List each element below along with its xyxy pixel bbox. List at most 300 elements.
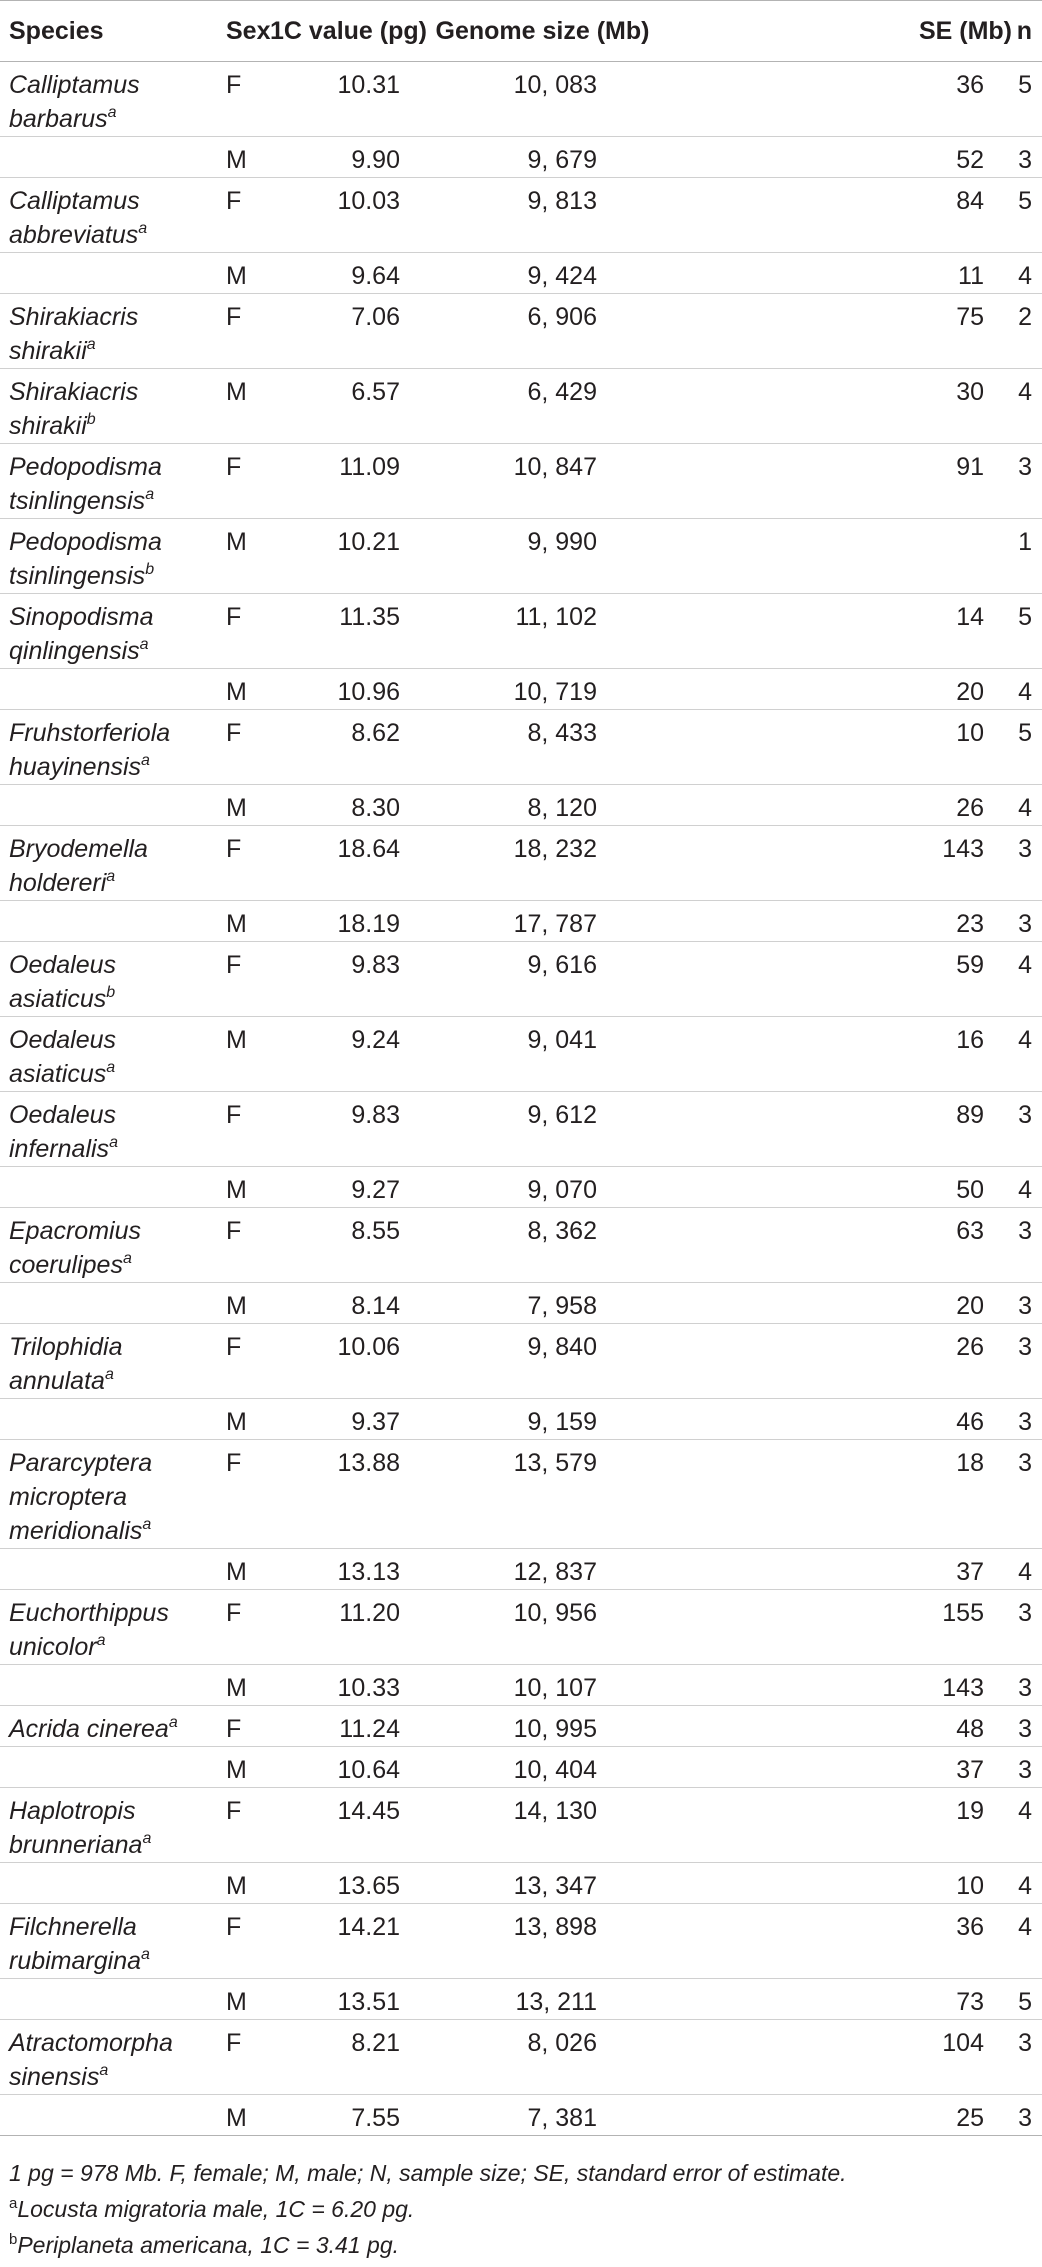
cell-n: 4 (1012, 1549, 1042, 1590)
footnote-main: 1 pg = 978 Mb. F, female; M, male; N, sample size; SE, standard error of estimate. (9, 2160, 847, 2186)
cell-n: 3 (1012, 1324, 1042, 1399)
species-name: Trilophidia annulata (9, 1333, 123, 1395)
cell-species (0, 594, 222, 669)
table-row (0, 137, 1042, 178)
cell-sex: M (222, 137, 270, 178)
footnote-b (9, 2227, 1034, 2263)
table-row (0, 1665, 1042, 1706)
cell-genome-size (400, 1788, 685, 1863)
cell-se (685, 1283, 1012, 1324)
cell-sex: M (222, 1017, 270, 1092)
species-footnote-mark: a (139, 636, 149, 653)
footnote-a-mark: a (9, 2195, 18, 2212)
cell-species (0, 1863, 222, 1904)
cell-se-value: 73 (956, 1988, 984, 2016)
cell-genome-size (400, 1706, 685, 1747)
table-row (0, 369, 1042, 444)
cell-species (0, 1590, 222, 1665)
table-row (0, 444, 1042, 519)
species-name: Epacromius coerulipes (9, 1217, 141, 1279)
cell-se (685, 1208, 1012, 1283)
cell-se-value: 59 (956, 951, 984, 979)
cell-species (0, 369, 222, 444)
cell-n: 5 (1012, 594, 1042, 669)
cell-1c-value: 9.24 (270, 1017, 400, 1092)
cell-genome-size-value: 8, 433 (527, 719, 597, 747)
cell-genome-size-value: 9, 679 (527, 146, 597, 174)
table-header-row (0, 1, 1042, 62)
species-name: Shirakiacris shirakii (9, 378, 139, 440)
table-row (0, 2095, 1042, 2136)
cell-1c-value: 8.55 (270, 1208, 400, 1283)
cell-sex: F (222, 178, 270, 253)
table-row (0, 1324, 1042, 1399)
table-row (0, 826, 1042, 901)
cell-1c-value: 11.35 (270, 594, 400, 669)
cell-se-value: 20 (956, 678, 984, 706)
cell-sex: M (222, 369, 270, 444)
cell-n: 5 (1012, 178, 1042, 253)
cell-1c-value: 10.64 (270, 1747, 400, 1788)
table-row (0, 785, 1042, 826)
cell-1c-value: 8.62 (270, 710, 400, 785)
cell-se (685, 137, 1012, 178)
table-row (0, 594, 1042, 669)
cell-se (685, 1167, 1012, 1208)
cell-genome-size-value: 9, 070 (527, 1176, 597, 1204)
cell-genome-size-value: 9, 041 (527, 1026, 597, 1054)
cell-genome-size (400, 594, 685, 669)
cell-se (685, 2020, 1012, 2095)
cell-se (685, 1904, 1012, 1979)
cell-sex: M (222, 1979, 270, 2020)
cell-se-value: 20 (956, 1292, 984, 1320)
cell-1c-value: 9.83 (270, 1092, 400, 1167)
table-row (0, 710, 1042, 785)
cell-se (685, 1747, 1012, 1788)
table-row (0, 1549, 1042, 1590)
cell-genome-size-value: 8, 026 (527, 2029, 597, 2057)
cell-sex: F (222, 1092, 270, 1167)
cell-se (685, 178, 1012, 253)
cell-species (0, 942, 222, 1017)
cell-1c-value: 9.37 (270, 1399, 400, 1440)
cell-n: 4 (1012, 369, 1042, 444)
cell-sex: M (222, 669, 270, 710)
cell-n: 3 (1012, 826, 1042, 901)
table-row (0, 1283, 1042, 1324)
cell-genome-size-value: 6, 429 (527, 378, 597, 406)
cell-genome-size (400, 942, 685, 1017)
cell-sex: F (222, 826, 270, 901)
cell-genome-size-value: 8, 120 (527, 794, 597, 822)
cell-n: 5 (1018, 71, 1032, 99)
cell-sex: F (222, 1440, 270, 1549)
cell-se-value: 30 (956, 378, 984, 406)
cell-genome-size (400, 369, 685, 444)
cell-genome-size (400, 1324, 685, 1399)
cell-genome-size (400, 2020, 685, 2095)
cell-sex: F (222, 1208, 270, 1283)
species-name: Oedaleus asiaticus (9, 1026, 117, 1088)
species-name: Bryodemella holdereri (9, 835, 148, 897)
cell-sex: F (222, 942, 270, 1017)
cell-se-value: 89 (956, 1101, 984, 1129)
species-name: Sinopodisma qinlingensis (9, 603, 154, 665)
cell-se (685, 669, 1012, 710)
header-se: SE (Mb) (685, 1, 1012, 62)
cell-se-value: 10 (956, 1872, 984, 1900)
cell-genome-size (400, 137, 685, 178)
table-row (0, 1706, 1042, 1747)
species-name: Calliptamus barbarus (9, 71, 140, 133)
cell-genome-size (400, 1092, 685, 1167)
cell-sex: M (222, 1863, 270, 1904)
table-row (0, 1747, 1042, 1788)
species-name: Calliptamus abbreviatus (9, 187, 140, 249)
cell-1c-value: 9.90 (270, 137, 400, 178)
cell-se-value: 84 (956, 187, 984, 215)
table-row (0, 942, 1042, 1017)
cell-genome-size-value: 9, 813 (527, 187, 597, 215)
cell-se-value: 48 (956, 1715, 984, 1743)
cell-genome-size (400, 444, 685, 519)
species-name: Acrida cinerea (9, 1715, 169, 1743)
cell-sex: M (222, 785, 270, 826)
cell-species (0, 1399, 222, 1440)
table-row (0, 1863, 1042, 1904)
footnote-a-text: Locusta migratoria male, 1C = 6.20 pg. (17, 2196, 415, 2222)
cell-genome-size-value: 9, 990 (527, 528, 597, 556)
cell-genome-size-value: 10, 847 (513, 453, 597, 481)
header-sex: Sex (222, 1, 270, 62)
cell-se-value: 50 (956, 1176, 984, 1204)
table-row (0, 1092, 1042, 1167)
cell-genome-size-value: 17, 787 (513, 910, 597, 938)
table-row (0, 2020, 1042, 2095)
species-name: Filchnerella rubimargina (9, 1913, 142, 1975)
cell-n: 1 (1012, 519, 1042, 594)
cell-se (685, 1092, 1012, 1167)
cell-se-value: 36 (956, 71, 984, 99)
cell-genome-size-value: 12, 837 (513, 1558, 597, 1586)
cell-genome-size-value: 9, 616 (527, 951, 597, 979)
cell-se (685, 1665, 1012, 1706)
cell-sex: F (222, 2020, 270, 2095)
cell-n: 3 (1012, 1665, 1042, 1706)
cell-species (0, 901, 222, 942)
cell-se (685, 901, 1012, 942)
table-row (0, 901, 1042, 942)
cell-n: 5 (1012, 710, 1042, 785)
cell-1c-value: 9.83 (270, 942, 400, 1017)
cell-n: 3 (1012, 901, 1042, 942)
cell-n: 3 (1012, 1092, 1042, 1167)
species-footnote-mark: a (104, 1366, 114, 1383)
cell-1c-value: 10.96 (270, 669, 400, 710)
cell-species (0, 1324, 222, 1399)
species-footnote-mark: a (107, 104, 117, 121)
species-footnote-mark: b (86, 411, 96, 428)
header-species: Species (0, 1, 222, 62)
species-name: Shirakiacris shirakii (9, 303, 139, 365)
cell-genome-size-value: 7, 958 (527, 1292, 597, 1320)
cell-genome-size (400, 1549, 685, 1590)
cell-genome-size (400, 710, 685, 785)
cell-sex: F (222, 1904, 270, 1979)
cell-genome-size (400, 901, 685, 942)
cell-1c-value: 7.06 (270, 294, 400, 369)
cell-se-value: 75 (956, 303, 984, 331)
cell-genome-size-value: 11, 102 (515, 603, 597, 631)
table-row (0, 1399, 1042, 1440)
cell-sex: M (222, 519, 270, 594)
cell-genome-size (400, 1590, 685, 1665)
cell-sex: F (222, 1590, 270, 1665)
species-name: Pararcyptera microptera meridionalis (9, 1449, 153, 1545)
cell-se-value: 25 (956, 2104, 984, 2132)
table-row (0, 178, 1042, 253)
cell-genome-size-value: 9, 424 (527, 262, 597, 290)
cell-se-value: 37 (956, 1756, 984, 1784)
header-n: n (1012, 1, 1042, 62)
cell-1c-value: 10.06 (270, 1324, 400, 1399)
species-footnote-mark: a (96, 1632, 106, 1649)
table-row (0, 1904, 1042, 1979)
cell-1c-value: 18.64 (270, 826, 400, 901)
table-row (0, 1979, 1042, 2020)
cell-species (0, 1440, 222, 1549)
cell-se-value: 37 (956, 1558, 984, 1586)
cell-se-value: 143 (942, 835, 984, 863)
cell-se-value: 23 (956, 910, 984, 938)
species-name: Atractomorpha sinensis (9, 2029, 173, 2091)
cell-sex: F (222, 1706, 270, 1747)
species-footnote-mark: a (109, 1134, 118, 1151)
cell-species (0, 137, 222, 178)
cell-se-value: 11 (958, 262, 984, 290)
species-footnote-mark: a (142, 1516, 152, 1533)
cell-se (685, 519, 1012, 594)
cell-se (685, 444, 1012, 519)
cell-n: 3 (1012, 1747, 1042, 1788)
cell-n: 4 (1012, 785, 1042, 826)
species-footnote-mark: a (168, 1714, 178, 1731)
cell-se (685, 1549, 1012, 1590)
cell-se (685, 1863, 1012, 1904)
cell-se-value: 63 (956, 1217, 984, 1245)
cell-n: 4 (1012, 253, 1042, 294)
cell-genome-size (400, 1747, 685, 1788)
cell-se (685, 62, 1012, 137)
cell-se (685, 594, 1012, 669)
footnote-b-mark: b (9, 2231, 18, 2248)
cell-species (0, 253, 222, 294)
table-row (0, 1017, 1042, 1092)
species-footnote-mark: b (145, 561, 155, 578)
cell-species (0, 1092, 222, 1167)
cell-sex: M (222, 1549, 270, 1590)
species-footnote-mark: a (106, 1059, 116, 1076)
cell-sex: M (222, 1283, 270, 1324)
cell-genome-size (400, 1979, 685, 2020)
cell-species (0, 62, 222, 137)
species-footnote-mark: a (141, 752, 150, 769)
cell-sex: F (226, 71, 242, 99)
table-row (0, 1167, 1042, 1208)
cell-genome-size-value: 10, 956 (513, 1599, 597, 1627)
cell-n: 4 (1012, 669, 1042, 710)
cell-species (0, 1706, 222, 1747)
cell-n: 3 (1012, 1590, 1042, 1665)
cell-se-value: 143 (942, 1674, 984, 1702)
cell-se (685, 785, 1012, 826)
cell-species (0, 1665, 222, 1706)
cell-se-value: 46 (956, 1408, 984, 1436)
cell-sex: F (222, 710, 270, 785)
cell-genome-size (400, 1283, 685, 1324)
cell-se (685, 253, 1012, 294)
cell-1c-value: 18.19 (270, 901, 400, 942)
cell-genome-size (400, 62, 685, 137)
cell-1c-value: 8.21 (270, 2020, 400, 2095)
cell-genome-size-value: 10, 995 (513, 1715, 597, 1743)
cell-n: 3 (1012, 1283, 1042, 1324)
species-name: Haplotropis brunneriana (9, 1797, 143, 1859)
species-name: Pedopodisma tsinlingensis (9, 453, 162, 515)
cell-se (685, 942, 1012, 1017)
cell-species (0, 1904, 222, 1979)
cell-1c-value: 10.21 (270, 519, 400, 594)
cell-genome-size-value: 10, 404 (513, 1756, 597, 1784)
cell-genome-size-value: 10, 083 (513, 71, 597, 99)
cell-1c-value: 10.31 (337, 71, 400, 99)
cell-genome-size-value: 6, 906 (527, 303, 597, 331)
cell-n: 3 (1012, 1440, 1042, 1549)
cell-genome-size-value: 13, 898 (513, 1913, 597, 1941)
footnote-b-text: Periplaneta americana, 1C = 3.41 pg. (17, 2232, 399, 2258)
cell-se (685, 294, 1012, 369)
cell-sex: F (222, 294, 270, 369)
cell-genome-size-value: 10, 107 (513, 1674, 597, 1702)
cell-species (0, 669, 222, 710)
cell-se-value: 14 (956, 603, 984, 631)
cell-n: 3 (1012, 1208, 1042, 1283)
species-footnote-mark: a (138, 220, 148, 237)
species-name: Euchorthippus unicolor (9, 1599, 169, 1661)
cell-genome-size (400, 294, 685, 369)
cell-se (685, 1440, 1012, 1549)
table-row (0, 1208, 1042, 1283)
cell-genome-size (400, 785, 685, 826)
cell-species (0, 1788, 222, 1863)
cell-genome-size-value: 18, 232 (513, 835, 597, 863)
cell-sex: M (222, 1665, 270, 1706)
cell-genome-size (400, 519, 685, 594)
cell-genome-size (400, 826, 685, 901)
cell-1c-value: 6.57 (270, 369, 400, 444)
cell-species (0, 1208, 222, 1283)
cell-genome-size (400, 669, 685, 710)
cell-genome-size (400, 1440, 685, 1549)
cell-species (0, 294, 222, 369)
species-footnote-mark: a (145, 486, 155, 503)
cell-sex: F (222, 1788, 270, 1863)
species-name: Oedaleus asiaticus (9, 951, 117, 1013)
cell-genome-size-value: 9, 159 (527, 1408, 597, 1436)
cell-n: 4 (1012, 942, 1042, 1017)
cell-genome-size-value: 10, 719 (513, 678, 597, 706)
cell-se-value: 26 (956, 794, 984, 822)
cell-se-value: 10 (956, 719, 984, 747)
table-row (0, 253, 1042, 294)
cell-se (685, 1979, 1012, 2020)
cell-1c-value: 14.45 (270, 1788, 400, 1863)
cell-1c-value: 11.09 (270, 444, 400, 519)
cell-n: 3 (1012, 1706, 1042, 1747)
cell-n: 4 (1012, 1863, 1042, 1904)
species-footnote-mark: a (141, 1946, 150, 1963)
cell-se (685, 1788, 1012, 1863)
cell-1c-value: 13.88 (270, 1440, 400, 1549)
cell-species (0, 826, 222, 901)
species-footnote-mark: a (106, 868, 116, 885)
cell-n: 4 (1012, 1788, 1042, 1863)
cell-genome-size (400, 1208, 685, 1283)
cell-se (685, 1017, 1012, 1092)
table-row (0, 1440, 1042, 1549)
table-row (0, 519, 1042, 594)
species-name: Oedaleus infernalis (9, 1101, 117, 1163)
cell-n: 3 (1012, 137, 1042, 178)
cell-n: 3 (1012, 2095, 1042, 2136)
cell-1c-value: 8.14 (270, 1283, 400, 1324)
cell-sex: M (222, 2095, 270, 2136)
cell-sex: F (222, 1324, 270, 1399)
cell-species (0, 2020, 222, 2095)
cell-n: 3 (1012, 2020, 1042, 2095)
header-genome-size: Genome size (Mb) (400, 1, 685, 62)
cell-1c-value: 11.20 (270, 1590, 400, 1665)
cell-sex: F (222, 594, 270, 669)
cell-species (0, 710, 222, 785)
table-body (0, 62, 1042, 2136)
cell-1c-value: 11.24 (270, 1706, 400, 1747)
species-name: Fruhstorferiola huayinensis (9, 719, 171, 781)
cell-1c-value: 13.51 (270, 1979, 400, 2020)
cell-species (0, 178, 222, 253)
cell-genome-size-value: 8, 362 (527, 1217, 597, 1245)
cell-se-value: 19 (956, 1797, 984, 1825)
cell-species (0, 1979, 222, 2020)
cell-se-value: 16 (956, 1026, 984, 1054)
cell-genome-size (400, 2095, 685, 2136)
cell-genome-size (400, 1017, 685, 1092)
cell-genome-size (400, 1167, 685, 1208)
cell-species (0, 2095, 222, 2136)
cell-n: 3 (1012, 1399, 1042, 1440)
cell-genome-size-value: 13, 579 (513, 1449, 597, 1477)
cell-se-value: 18 (956, 1449, 984, 1477)
cell-sex: M (222, 1167, 270, 1208)
species-name: Pedopodisma tsinlingensis (9, 528, 162, 590)
cell-se (685, 2095, 1012, 2136)
cell-se (685, 1399, 1012, 1440)
species-footnote-mark: a (99, 2062, 109, 2079)
cell-genome-size-value: 9, 840 (527, 1333, 597, 1361)
cell-genome-size-value: 13, 347 (513, 1872, 597, 1900)
cell-sex: M (222, 1747, 270, 1788)
